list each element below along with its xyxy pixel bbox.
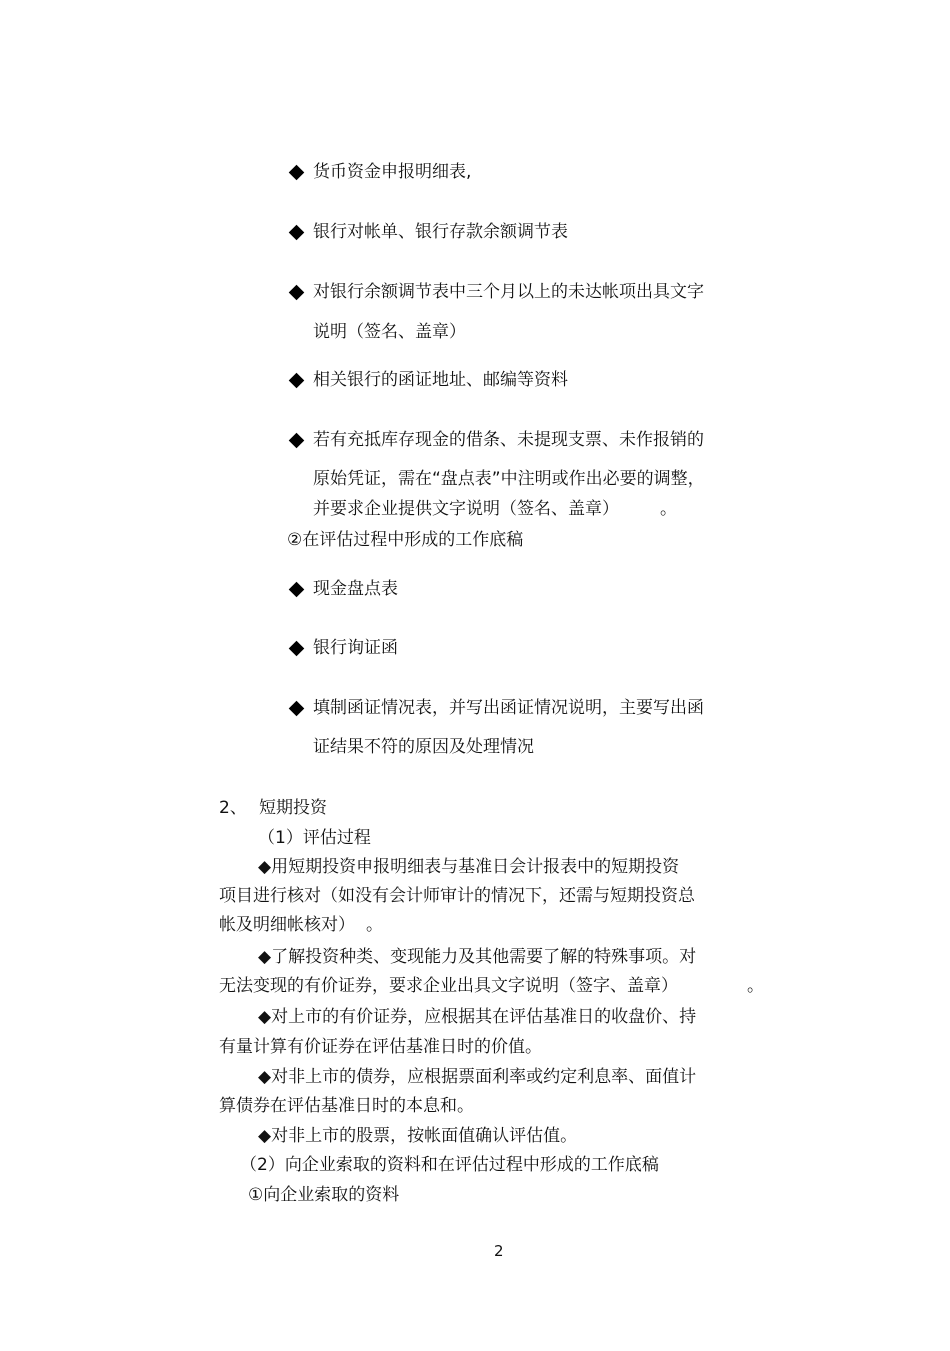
paragraph-line: 算债券在评估基准日时的本息和。 [219,1096,474,1116]
diamond-bullet-icon [289,285,305,301]
subsection-heading: ①向企业索取的资料 [248,1185,400,1205]
bullet-item: 货币资金申报明细表, [313,162,472,182]
subsection-heading: ②在评估过程中形成的工作底稿 [287,530,524,550]
paragraph-line: 帐及明细帐核对） [219,915,355,935]
paragraph-line: ◆用短期投资申报明细表与基准日会计报表中的短期投资 [258,857,680,877]
bullet-item: 若有充抵库存现金的借条、未提现支票、未作报销的 [313,430,704,450]
bullet-item-continuation: 说明（签名、盖章） [313,322,466,342]
diamond-bullet-icon [289,641,305,657]
bullet-item: 现金盘点表 [313,579,398,599]
period-mark: 。 [366,915,383,935]
period-mark: 。 [747,976,764,996]
diamond-bullet-icon [289,165,305,181]
paragraph-line: ◆了解投资种类、变现能力及其他需要了解的特殊事项。对 [258,947,697,967]
section-title: 短期投资 [259,798,327,818]
diamond-bullet-icon [289,225,305,241]
subsection-heading: （2）向企业索取的资料和在评估过程中形成的工作底稿 [240,1155,659,1175]
bullet-item-continuation: 证结果不符的原因及处理情况 [313,737,534,757]
paragraph-line: 无法变现的有价证券，要求企业出具文字说明（签字、盖章） [219,976,678,996]
section-number: 2、 [219,798,247,818]
diamond-bullet-icon [289,701,305,717]
bullet-item: 相关银行的函证地址、邮编等资料 [313,370,568,390]
paragraph-line: 项目进行核对（如没有会计师审计的情况下，还需与短期投资总 [219,886,695,906]
bullet-item: 银行对帐单、银行存款余额调节表 [313,222,568,242]
paragraph-line: ◆对非上市的债券，应根据票面利率或约定利息率、面值计 [258,1067,697,1087]
page-number: 2 [494,1242,504,1260]
diamond-bullet-icon [289,582,305,598]
paragraph-line: 有量计算有价证券在评估基准日时的价值。 [219,1037,542,1057]
period-mark: 。 [660,499,677,519]
bullet-item-continuation: 原始凭证，需在“盘点表”中注明或作出必要的调整， [313,469,705,489]
paragraph-line: ◆对上市的有价证券，应根据其在评估基准日的收盘价、持 [258,1007,697,1027]
bullet-item: 对银行余额调节表中三个月以上的未达帐项出具文字 [313,282,704,302]
diamond-bullet-icon [289,373,305,389]
subsection-heading: （1）评估过程 [258,828,371,848]
paragraph-line: ◆对非上市的股票，按帐面值确认评估值。 [258,1126,578,1146]
bullet-item: 银行询证函 [313,638,398,658]
bullet-item-continuation: 并要求企业提供文字说明（签名、盖章） [313,499,619,519]
diamond-bullet-icon [289,433,305,449]
bullet-item: 填制函证情况表，并写出函证情况说明，主要写出函 [313,698,704,718]
